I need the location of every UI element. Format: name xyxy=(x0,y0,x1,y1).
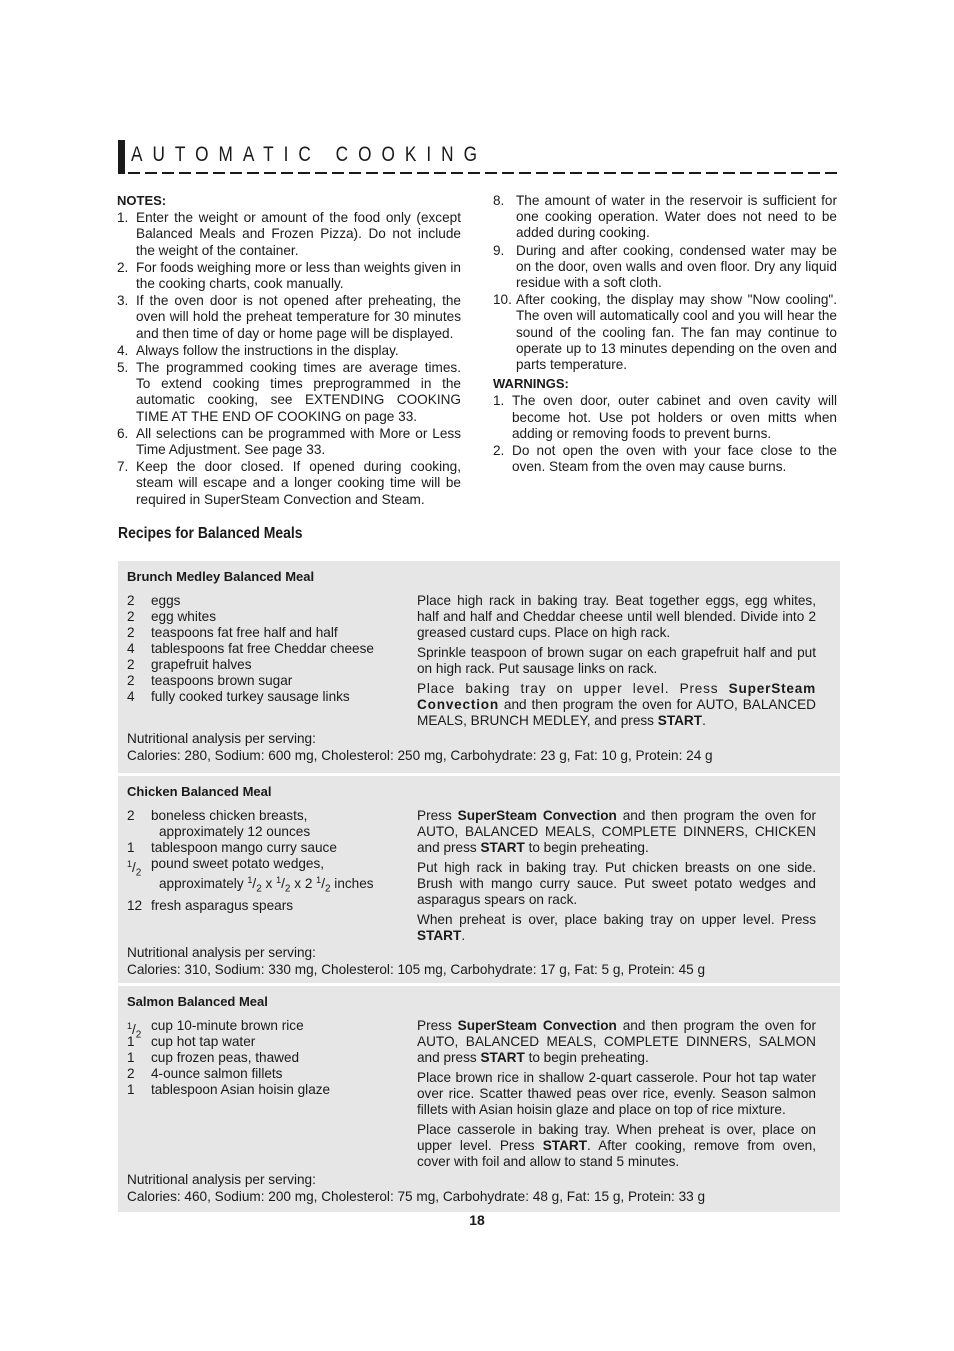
recipe-chicken xyxy=(118,776,840,983)
recipe-steps xyxy=(417,593,816,733)
nutrition-label: Nutritional analysis per serving: xyxy=(127,945,316,960)
page-title: AUTOMATIC COOKING xyxy=(131,143,487,166)
header-dashed-rule xyxy=(128,172,838,174)
recipe-salmon xyxy=(118,986,840,1212)
ingredient-item: 4 fully cooked turkey sausage links xyxy=(127,689,350,704)
note-item: 4. Always follow the instructions in the display. xyxy=(117,342,399,358)
page-number: 18 xyxy=(469,1212,485,1228)
ingredient-item: 2 eggs xyxy=(127,593,181,608)
note-item: 7. Keep the door closed. If opened during cooking, steam will escape and a longer cooking time will be required in SuperSteam Convection and Steam. xyxy=(117,459,461,507)
recipe-brunch xyxy=(118,561,840,773)
step-text: Place brown rice in shallow 2-quart casserole. Pour hot tap water over rice. Scatter thawed peas over rice, evenly. Season salmon fillets with Asian hoisin glaze and place on top of rice mixture. xyxy=(417,1070,816,1117)
nutrition-values: Calories: 460, Sodium: 200 mg, Cholesterol: 75 mg, Carbohydrate: 48 g, Fat: 15 g, Protein: 33 g xyxy=(127,1188,706,1204)
note-item: 10. After cooking, the display may show "Now cooling". The oven will automatically cool and you will hear the sound of the cooling fan. The fan may continue to operate up to 13 minutes depending on the oven and parts temperature. xyxy=(493,292,837,373)
note-item: 5. The programmed cooking times are average times. To extend cooking times preprogrammed in the automatic cooking, see EXTENDING COOKING TIME AT THE END OF COOKING on page 33. xyxy=(117,360,461,424)
ingredient-item: 2 4-ounce salmon fillets xyxy=(127,1066,283,1081)
step-text: Place casserole in baking tray. When preheat is over, place on upper level. Press START. After cooking, remove from oven, cover with foil and allow to stand 5 minutes. xyxy=(417,1122,816,1169)
notes-list-continued xyxy=(493,193,837,373)
warnings-heading: WARNINGS: xyxy=(493,376,569,392)
notes-column-left xyxy=(117,193,461,509)
recipe-steps xyxy=(417,808,816,948)
note-item: 2. For foods weighing more or less than weights given in the cooking charts, cook manually. xyxy=(117,259,461,292)
step-text: Place baking tray on upper level. Press SuperSteam Convection and then program the oven for AUTO, BALANCED MEALS, BRUNCH MEDLEY, and press START. xyxy=(417,681,816,728)
step-text: Sprinkle teaspoon of brown sugar on each grapefruit half and put on high rack. Put sausage links on rack. xyxy=(417,645,816,676)
ingredient-item: 2 grapefruit halves xyxy=(127,657,252,672)
nutrition-label: Nutritional analysis per serving: xyxy=(127,731,316,746)
note-item: 1. Enter the weight or amount of the food only (except Balanced Meals and Frozen Pizza). Do not include the weight of the container. xyxy=(117,210,461,258)
warnings-list xyxy=(493,393,837,475)
ingredient-item: 1 tablespoon Asian hoisin glaze xyxy=(127,1082,331,1097)
recipe-name: Brunch Medley Balanced Meal xyxy=(127,569,315,584)
ingredient-item: 4 tablespoons fat free Cheddar cheese xyxy=(127,641,374,656)
ingredient-item: 2 egg whites xyxy=(127,609,216,624)
ingredient-list xyxy=(127,808,407,914)
note-item: 9. During and after cooking, condensed water may be on the door, oven walls and oven floor. Dry any liquid residue with a soft cloth. xyxy=(493,242,837,291)
notes-heading: NOTES: xyxy=(117,193,167,208)
ingredient-item: 2 teaspoons fat free half and half xyxy=(127,625,338,640)
section-title: Recipes for Balanced Meals xyxy=(118,525,303,542)
ingredient-item: 12 fresh asparagus spears xyxy=(127,897,294,913)
ingredient-list xyxy=(127,593,407,705)
ingredient-list xyxy=(127,1018,407,1098)
recipe-name: Chicken Balanced Meal xyxy=(127,784,272,799)
ingredient-item: 2 teaspoons brown sugar xyxy=(127,673,293,688)
step-text: Place high rack in baking tray. Beat together eggs, egg whites, half and half and Cheddar cheese until well blended. Divide into 2 greased custard cups. Place on high rack. xyxy=(417,593,816,640)
step-text: Press SuperSteam Convection and then program the oven for AUTO, BALANCED MEALS, COMPLETE DINNERS, SALMON and press START to begin preheating. xyxy=(417,1018,817,1065)
ingredient-item: 1 tablespoon mango curry sauce xyxy=(127,840,337,855)
ingredient-item: $^1/_2$ cup 10-minute brown rice xyxy=(127,1018,304,1041)
nutrition-info xyxy=(127,731,713,764)
nutrition-info xyxy=(127,945,705,978)
note-item: 8. The amount of water in the reservoir is sufficient for one cooking operation. Water does not need to be added during cooking. xyxy=(493,193,837,241)
note-item: 3. If the oven door is not opened after preheating, the oven will hold the preheat temperature for 30 minutes and then time of day or home page will be displayed. xyxy=(117,293,461,341)
ingredient-item: 1 cup frozen peas, thawed xyxy=(127,1050,300,1065)
nutrition-label: Nutritional analysis per serving: xyxy=(127,1172,316,1187)
warning-item: 2. Do not open the oven with your face close to the oven. Steam from the oven may cause burns. xyxy=(493,443,837,475)
page-header xyxy=(118,140,838,174)
header-bar xyxy=(118,140,125,174)
warning-item: 1. The oven door, outer cabinet and oven cavity will become hot. Use pot holders or oven mitts when adding or removing foods to prevent burns. xyxy=(493,393,837,441)
step-text: When preheat is over, place baking tray on upper level. Press START. xyxy=(417,912,816,943)
recipe-name: Salmon Balanced Meal xyxy=(127,994,268,1009)
step-text: Put high rack in baking tray. Put chicken breasts on one side. Brush with mango curry sauce. Put sweet potato wedges and asparagus spears on rack. xyxy=(417,860,816,907)
notes-column-right xyxy=(493,193,837,476)
ingredient-item: $^1/_2$ pound sweet potato wedges, approximately $^1/_2$ x $^1/_2$ x 2 $^1/_2$ inches xyxy=(127,856,374,895)
note-item: 6. All selections can be programmed with More or Less Time Adjustment. See page 33. xyxy=(117,425,461,458)
nutrition-values: Calories: 280, Sodium: 600 mg, Cholesterol: 250 mg, Carbohydrate: 23 g, Fat: 10 g, Protein: 24 g xyxy=(127,747,713,763)
nutrition-info xyxy=(127,1172,705,1205)
ingredient-item: 2 boneless chicken breasts, approximately 12 ounces xyxy=(127,808,311,839)
nutrition-values: Calories: 310, Sodium: 330 mg, Cholesterol: 105 mg, Carbohydrate: 17 g, Fat: 5 g, Protein: 45 g xyxy=(127,961,706,977)
step-text: Press SuperSteam Convection and then program the oven for AUTO, BALANCED MEALS, COMPLETE DINNERS, CHICKEN and press START to begin preheating. xyxy=(417,808,817,855)
ingredient-item: 1 cup hot tap water xyxy=(127,1034,256,1049)
notes-list xyxy=(117,210,461,508)
recipe-steps xyxy=(417,1018,816,1174)
